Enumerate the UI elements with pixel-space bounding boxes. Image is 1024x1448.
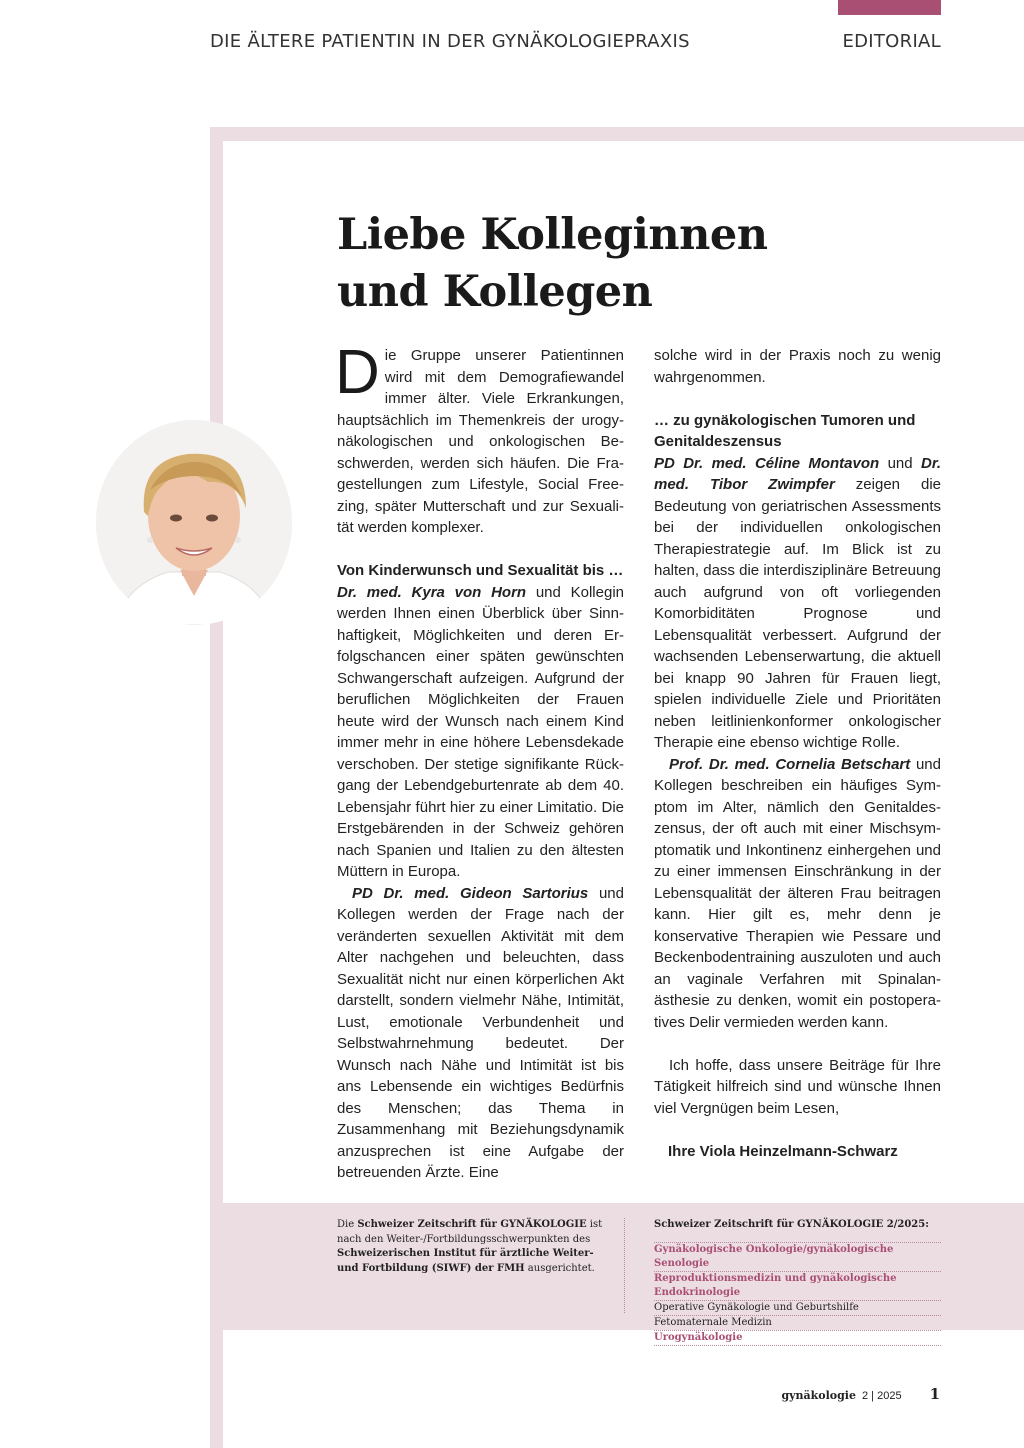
footer-journal: gynäkologie bbox=[781, 1389, 856, 1402]
article-title bbox=[337, 207, 768, 321]
institute-name: Schweizerischen Institut für ärztliche Weiter- und Fortbildung (SIWF) der FMH bbox=[337, 1248, 594, 1274]
issue-topics-title: Schweizer Zeitschrift für GYNÄKOLOGIE 2/2025: bbox=[654, 1219, 929, 1230]
topic-item: Urogynäkologie bbox=[654, 1330, 941, 1346]
closing-paragraph: Ich hoffe, dass unsere Beiträge für Ihre Tätigkeit hilfreich sind und wünsche Ihnen viel Vergnügen beim Lesen, bbox=[654, 1056, 941, 1117]
paragraph-continuation: solche wird in der Praxis noch zu wenig wahrgenommen. bbox=[654, 347, 941, 386]
title-line-1: Liebe Kolleginnen bbox=[337, 210, 768, 260]
decorative-frame-left bbox=[210, 127, 223, 1448]
journal-name: Schweizer Zeitschrift für GYNÄKOLOGIE bbox=[357, 1219, 587, 1230]
topic-item: Gynäkologische Onkologie/gynäkologische Senologie bbox=[654, 1242, 941, 1271]
header-accent-tab bbox=[838, 0, 941, 15]
paragraph-text: zeigen die Bedeutung von geriatrischen Assessments bei der individuellen onkologischen Therapiestrategie auf. Im Blick ist zu halten, dass die interdisziplinäre Betreuung auch aufgrund von oft vorliegenden Komorbiditäten Prognose und Lebensqualität verbessert. Aufgrund der wachsenden Lebenserwartung, die aktuell bei knapp 90 Jahren für Frauen liegt, spielen individuelle Ziele und Prioritäten neben leitlinienkonformer onkologischer Therapie eine ebenso wichtige Rolle. bbox=[654, 476, 941, 751]
info-band-divider bbox=[624, 1218, 625, 1313]
page-footer bbox=[781, 1385, 940, 1403]
running-header-section: EDITORIAL bbox=[842, 31, 941, 52]
issue-topics bbox=[654, 1218, 941, 1346]
footer-issue: 2 | 2025 bbox=[862, 1390, 902, 1402]
paragraph-sartorius bbox=[337, 883, 624, 1184]
intro-text: ie Gruppe unserer Patientinnen wird mit dem Demografiewandel immer älter. Viele Erkrankungen, hauptsächlich im Themenkreis der urogynäkologischen und onkologischen Beschwerden, werden sich häufen. Die Fragestellungen zum Lifestyle, Social Freezing, später Mutterschaft und zur Sexualität werden komplexer. bbox=[337, 347, 624, 536]
paragraph-text: und Kollegen beschreiben ein häufiges Symptom im Alter, nämlich den Genitaldeszensus, der oft auch mit einer Mischsymptomatik und Inkontinenz einhergehen und zu einer immensen Einschränkung in der Lebensqualität der älteren Frau beitragen kann. Hier gilt es, mehr denn je konservative Therapien wie Pessare und Beckenbodentraining auszuloten und auch an vaginale Verfahren mit Spinalanästhesie zu denken, womit ein postoperatives Delir vermieden werden kann. bbox=[654, 755, 941, 1031]
author-name: Dr. med. Tibor Zwimpfer bbox=[654, 454, 941, 493]
drop-cap: D bbox=[335, 338, 380, 407]
signature: Ihre Viola Heinzelmann-Schwarz bbox=[668, 1142, 898, 1160]
author-name: Dr. med. Kyra von Horn bbox=[337, 583, 527, 601]
article-column-1 bbox=[335, 338, 624, 1184]
author-portrait bbox=[96, 420, 292, 625]
subheading-kinderwunsch: Von Kinderwunsch und Sexualität bis … bbox=[337, 562, 624, 579]
intro-paragraph bbox=[335, 338, 624, 539]
paragraph-text: und Kollegin werden Ihnen einen Überblick über Sinnhaftigkeit, Möglichkeiten und deren Erfolgschancen einer späten gewünschten Schwangerschaft aufzeigen. Aufgrund der beruflichen Möglichkeiten der Frauen heute wird der Wunsch nach einem Kind immer mehr in eine höhere Lebensdekade verschoben. Der stetige signifikante Rückgang der Lebendgeburtenrate ab dem 40. Lebensjahr führt hier zu einer Limitatio. Die Erstgebärenden in der Schweiz gehören nach Spanien und Italien zu den ältesten Müttern in Europa. bbox=[337, 583, 624, 880]
article-column-2 bbox=[654, 345, 941, 1162]
journal-info: Die Schweizer Zeitschrift für GYNÄKOLOGIE ist nach den Weiter-/Fortbildungsschwerpunkten des Schweizerischen Institut für ärztliche Weiter- und Fortbildung (SIWF) der FMH ausgerichtet. bbox=[337, 1219, 603, 1274]
paragraph-text: und Kollegen werden der Frage nach der veränderten sexuellen Aktivität mit dem Alter nachgehen und beleuchten, dass Sexualität nicht nur einen körperlichen Akt darstellt, sondern vielmehr Nähe, Intimität, Lust, emotionale Verbundenheit und Selbstwahrnehmung bedeutet. Der Wunsch nach Nähe und Intimität ist bis ans Lebensende ein wichtiges Bedürfnis des Menschen; das Thema in Zusammenhang mit Beziehungsdynamik anzusprechen ist eine Aufgabe der betreuenden Ärzte. Eine bbox=[337, 884, 624, 1181]
paragraph-von-horn bbox=[337, 582, 624, 883]
author-portrait-illustration bbox=[96, 420, 292, 625]
author-name: PD Dr. med. Céline Montavon bbox=[654, 454, 880, 472]
paragraph-betschart bbox=[654, 754, 941, 1034]
topic-item: Fetomaternale Medizin bbox=[654, 1315, 941, 1330]
decorative-frame-top bbox=[210, 127, 1024, 141]
author-name: PD Dr. med. Gideon Sartorius bbox=[352, 884, 589, 902]
running-header-topic: DIE ÄLTERE PATIENTIN IN DER GYNÄKOLOGIEPRAXIS bbox=[210, 31, 690, 52]
title-line-2: und Kollegen bbox=[337, 267, 653, 317]
paragraph-montavon-zwimpfer: PD Dr. med. Céline Montavon und Dr. med. Tibor Zwimpfer zeigen die Bedeutung von geriatrischen Assessments bei der individuellen onkologischen Therapiestrategie auf. Im Blick ist zu halten, dass die interdisziplinäre Betreuung auch aufgrund von oft vorliegenden Komorbiditäten Prognose und Lebensqualität verbessert. Aufgrund der wachsenden Lebenserwartung, die aktuell bei knapp 90 Jahren für Frauen liegt, spielen individuelle Ziele und Prioritäten neben leitlinienkonformer onkologischer Therapie eine ebenso wichtige Rolle. bbox=[654, 454, 941, 751]
page-number: 1 bbox=[929, 1385, 940, 1403]
subheading-tumoren: … zu gynäkologischen Tumoren und Genitaldeszensus bbox=[654, 411, 916, 450]
topic-item: Reproduktionsmedizin und gynäkologische Endokrinologie bbox=[654, 1271, 941, 1300]
author-name: Prof. Dr. med. Cornelia Betschart bbox=[669, 755, 911, 773]
topic-item: Operative Gynäkologie und Geburtshilfe bbox=[654, 1300, 941, 1315]
